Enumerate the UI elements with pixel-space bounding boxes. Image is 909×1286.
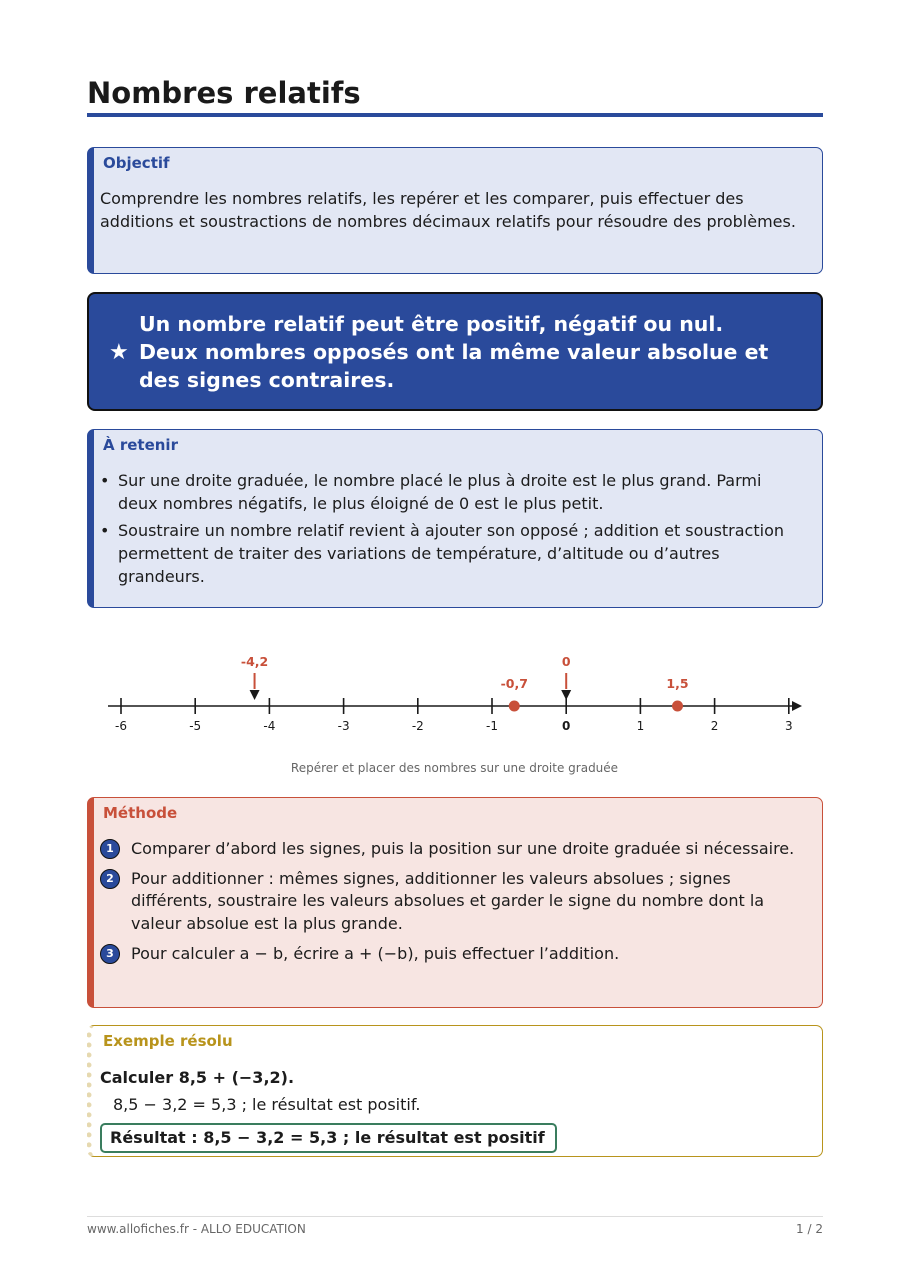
marker-arrow-icon bbox=[561, 690, 571, 700]
bullet-icon: • bbox=[100, 471, 110, 490]
method-step bbox=[100, 943, 808, 966]
tick-label: -5 bbox=[189, 719, 202, 733]
bullet-icon: • bbox=[100, 521, 110, 541]
objective-label: Objectif bbox=[103, 154, 170, 172]
star-icon: ★ bbox=[109, 340, 129, 365]
step-number-badge: 3 bbox=[100, 944, 120, 964]
marker-label: 0 bbox=[561, 654, 571, 669]
page-number: 1 / 2 bbox=[796, 1222, 823, 1236]
tick-label: 0 bbox=[562, 719, 571, 733]
tick-label: -2 bbox=[411, 719, 424, 733]
page-title: Nombres relatifs bbox=[87, 76, 361, 110]
method-step-text: Comparer d’abord les signes, puis la position sur une droite graduée si nécessaire. bbox=[131, 839, 795, 858]
objective-box bbox=[87, 147, 823, 274]
step-number-badge: 2 bbox=[100, 869, 120, 889]
figure-caption: Repérer et placer des nombres sur une droite graduée bbox=[290, 761, 619, 775]
example-label: Exemple résolu bbox=[103, 1032, 233, 1050]
key-point-box bbox=[87, 292, 823, 411]
method-box bbox=[87, 797, 823, 1008]
axis-arrow-icon bbox=[792, 701, 802, 711]
point-label: -0,7 bbox=[500, 676, 528, 691]
example-result: Résultat : 8,5 − 3,2 = 5,3 ; le résultat est positif bbox=[100, 1123, 557, 1153]
example-question: Calculer 8,5 + (−3,2). bbox=[100, 1068, 295, 1087]
tick-label: 1 bbox=[636, 719, 645, 733]
number-line-point bbox=[672, 701, 683, 712]
step-number-badge: 1 bbox=[100, 839, 120, 859]
method-step bbox=[100, 868, 808, 936]
number-line-figure bbox=[100, 645, 810, 745]
objective-text: Comprendre les nombres relatifs, les repérer et les comparer, puis effectuer des additions et soustractions de nombres décimaux relatifs pour résoudre des problèmes. bbox=[100, 189, 796, 231]
marker-label: -4,2 bbox=[240, 654, 269, 669]
tick-label: 2 bbox=[710, 719, 719, 733]
number-line-point bbox=[509, 701, 520, 712]
method-step-text: Pour additionner : mêmes signes, additionner les valeurs absolues ; signes différents, soustraire les valeurs absolues et garder le signe du nombre dont la valeur absolue est la plus grande. bbox=[131, 868, 765, 934]
method-steps bbox=[100, 838, 808, 973]
method-step bbox=[100, 838, 808, 861]
remember-box bbox=[87, 429, 823, 608]
title-underline bbox=[87, 113, 823, 117]
worked-example-box bbox=[87, 1025, 823, 1157]
tick-label: -6 bbox=[115, 719, 127, 733]
method-step-text: Pour calculer a − b, écrire a + (−b), puis effectuer l’addition. bbox=[131, 943, 620, 963]
key-point-text bbox=[139, 310, 809, 394]
key-point-line: Deux nombres opposés ont la même valeur absolue et bbox=[139, 340, 769, 364]
tick-label: -3 bbox=[337, 719, 350, 733]
footer-divider bbox=[87, 1216, 823, 1217]
example-step: 8,5 − 3,2 = 5,3 ; le résultat est positif. bbox=[113, 1095, 421, 1114]
list-item bbox=[100, 470, 804, 515]
remember-item-text: Soustraire un nombre relatif revient à ajouter son opposé ; addition et soustraction permettent de traiter des variations de température, d’altitude ou d’autres grandeurs. bbox=[118, 521, 784, 586]
point-label: 1,5 bbox=[666, 676, 689, 691]
tick-label: -1 bbox=[486, 719, 498, 733]
method-label: Méthode bbox=[103, 804, 178, 822]
remember-label: À retenir bbox=[103, 436, 178, 454]
key-point-line: Un nombre relatif peut être positif, négatif ou nul. bbox=[139, 312, 724, 336]
footer-source: www.allofiches.fr - ALLO EDUCATION bbox=[87, 1222, 306, 1236]
key-point-line: des signes contraires. bbox=[139, 368, 395, 392]
tick-label: 3 bbox=[784, 719, 793, 733]
list-item bbox=[100, 520, 804, 588]
remember-item-text: Sur une droite graduée, le nombre placé le plus à droite est le plus grand. Parmi deux nombres négatifs, le plus éloigné de 0 est le plus petit. bbox=[118, 471, 762, 513]
remember-list bbox=[100, 470, 804, 594]
marker-arrow-icon bbox=[250, 690, 260, 700]
tick-label: -4 bbox=[263, 719, 276, 733]
